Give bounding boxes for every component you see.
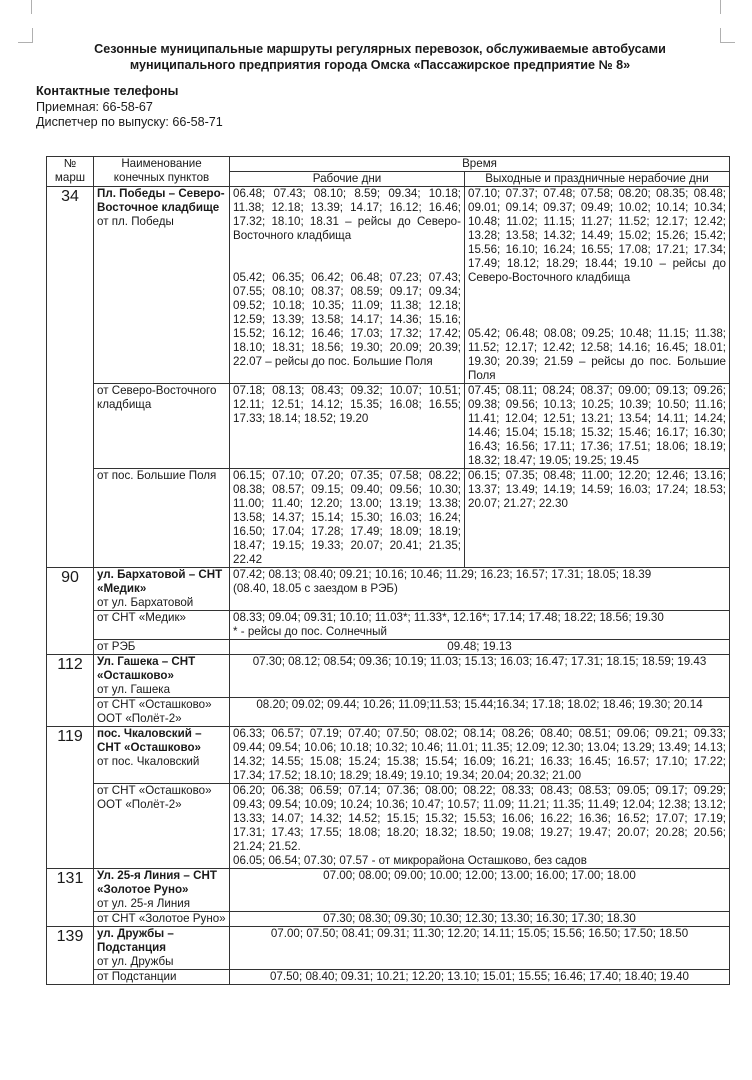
- workday-times-to-cemetery: 06.48; 07.43; 08.10; 8.59; 09.34; 10.18; 11.38; 12.18; 13.39; 14.17; 16.12; 16.46; 17.32; 18.10; 18.31 – рейсы до Северо-Восточного кладбища: [233, 187, 461, 242]
- table-row: [47, 784, 730, 869]
- times-note: 06.05; 06.54; 07.30; 07.57 - от микрорайона Осташково, без садов: [233, 854, 587, 867]
- all-days-times: [230, 611, 730, 640]
- header-workdays: Рабочие дни: [230, 172, 465, 187]
- route-endpoints: ул. Дружбы – Подстанция: [97, 927, 174, 954]
- crop-mark-top-right: [720, 28, 735, 43]
- route-number: 112: [47, 655, 94, 727]
- table-row: [47, 698, 730, 727]
- route-from: от СНТ «Золотое Руно»: [94, 912, 230, 927]
- document-title: [60, 41, 700, 73]
- header-name-line2: конечных пунктов: [113, 171, 210, 184]
- weekend-times-to-cemetery: 07.10; 07.37; 07.48; 07.58; 08.20; 08.35; 08.48; 09.01; 09.14; 09.37; 09.49; 10.02; 10.14; 10.34; 10.48; 11.02; 11.15; 11.27; 11.52; 12.17; 12.42; 13.28; 13.58; 14.32; 14.49; 15.02; 15.26; 15.42; 15.56; 16.10; 16.24; 16.55; 17.08; 17.21; 17.34; 17.49; 18.12; 18.29; 18.44; 19.10 – рейсы до Северо-Восточного кладбища: [468, 187, 727, 284]
- weekend-times: 07.45; 08.11; 08.24; 08.37; 09.00; 09.13; 09.26; 09.38; 09.56; 10.13; 10.25; 10.39; 10.50; 11.16; 11.41; 12.04; 12.51; 13.21; 13.54; 14.11; 14.24; 14.46; 15.04; 15.18; 15.32; 15.46; 16.17; 16.30; 16.43; 16.56; 17.11; 17.36; 17.51; 18.06; 18.19; 18.32; 18.47; 19.05; 19.25; 19.45: [465, 384, 730, 469]
- route-from: от РЭБ: [94, 640, 230, 655]
- route-number: 119: [47, 727, 94, 869]
- route-from: от ул. 25-я Линия: [97, 897, 190, 910]
- all-days-times: 09.48; 19.13: [230, 640, 730, 655]
- workday-times: [230, 187, 465, 384]
- times-note: (08.40, 18.05 с заездом в РЭБ): [233, 582, 398, 595]
- route-number: 131: [47, 869, 94, 927]
- table-row: [47, 655, 730, 698]
- route-stop-cell: [94, 187, 230, 384]
- all-days-times: 07.00; 07.50; 08.41; 09.31; 11.30; 12.20; 14.11; 15.05; 15.56; 16.50; 17.50; 18.50: [230, 927, 730, 970]
- route-number: 139: [47, 927, 94, 985]
- crop-mark-line-left: [31, 0, 32, 14]
- all-days-times: 07.50; 08.40; 09.31; 10.21; 12.20; 13.10; 15.01; 15.55; 16.46; 17.40; 18.40; 19.40: [230, 970, 730, 985]
- route-stop-cell: [94, 869, 230, 912]
- route-from: от ул. Гашека: [97, 683, 171, 696]
- table-row: [47, 640, 730, 655]
- route-from: от СНТ «Медик»: [94, 611, 230, 640]
- weekend-times-to-bolshie-polya: 05.42; 06.48; 08.08; 09.25; 10.48; 11.15; 11.38; 11.52; 12.17; 12.42; 12.58; 14.16; 16.45; 18.01; 19.30; 20.39; 21.59 – рейсы до пос. Большие Поля: [468, 327, 727, 382]
- table-row: [47, 469, 730, 568]
- reception-phone: Приемная: 66-58-67: [36, 99, 153, 114]
- table-row: [47, 927, 730, 970]
- route-stop-cell: [94, 655, 230, 698]
- route-stop-cell: [94, 568, 230, 611]
- contacts-heading: Контактные телефоны: [36, 84, 179, 98]
- table-row: [47, 970, 730, 985]
- all-days-times: 07.30; 08.12; 08.54; 09.36; 10.19; 11.03; 15.13; 16.03; 16.47; 17.31; 18.15; 18.59; 19.43: [230, 655, 730, 698]
- contacts-block: [36, 84, 223, 131]
- header-weekends: Выходные и праздничные нерабочие дни: [465, 172, 730, 187]
- table-row: [47, 727, 730, 784]
- route-from: от пос. Большие Поля: [94, 469, 230, 568]
- spacer: [468, 285, 726, 327]
- times: 07.42; 08.13; 08.40; 09.21; 10.16; 10.46; 11.29; 16.23; 16.57; 17.31; 18.05; 18.39: [233, 568, 652, 581]
- table-row: [47, 568, 730, 611]
- route-from: от СНТ «Осташково» ООТ «Полёт-2»: [94, 784, 230, 869]
- header-time: Время: [230, 157, 730, 172]
- spacer: [233, 243, 461, 271]
- workday-times-to-bolshie-polya: 05.42; 06.35; 06.42; 06.48; 07.23; 07.43; 07.55; 08.10; 08.37; 08.59; 09.17; 09.34; 09.52; 10.18; 10.35; 11.09; 11.38; 12.18; 12.59; 13.39; 13.58; 14.17; 14.36; 15.16; 15.52; 16.12; 16.46; 17.03; 17.32; 17.42; 18.10; 18.31; 18.56; 19.30; 20.09; 20.39; 22.07 – рейсы до пос. Большие Поля: [233, 271, 461, 368]
- schedule-table: [46, 156, 730, 985]
- times: 08.33; 09.04; 09.31; 10.10; 11.03*; 11.33*, 12.16*; 17.14; 17.48; 18.22; 18.56; 19.30: [233, 611, 664, 624]
- route-endpoints: пос. Чкаловский – СНТ «Осташково»: [97, 727, 202, 754]
- weekend-times: 06.15; 07.35; 08.48; 11.00; 12.20; 12.46; 13.16; 13.37; 13.49; 14.19; 14.59; 16.03; 17.24; 18.53; 20.07; 21.27; 22.30: [465, 469, 730, 568]
- route-from: от ул. Бархатовой: [97, 596, 194, 609]
- all-days-times: 06.33; 06.57; 07.19; 07.40; 07.50; 08.02; 08.14; 08.26; 08.40; 08.51; 09.06; 09.21; 09.33; 09.44; 09.54; 10.06; 10.18; 10.32; 10.46; 11.01; 11.35; 12.09; 12.30; 13.04; 13.29; 13.49; 14.13; 14.32; 14.55; 15.08; 15.24; 15.38; 15.54; 16.09; 16.21; 16.33; 16.45; 16.57; 17.10; 17.22; 17.34; 17.52; 18.10; 18.29; 18.49; 19.10; 19.34; 20.04; 20.32; 21.00: [230, 727, 730, 784]
- times-note: * - рейсы до пос. Солнечный: [233, 625, 387, 638]
- workday-times: 06.15; 07.10; 07.20; 07.35; 07.58; 08.22; 08.38; 08.57; 09.15; 09.40; 09.56; 10.30; 11.00; 11.40; 12.20; 13.00; 13.19; 13.38; 13.58; 14.37; 15.14; 15.30; 16.03; 16.24; 16.50; 17.04; 17.28; 17.49; 18.09; 18.19; 18.47; 19.15; 19.33; 20.07; 20.41; 21.35; 22.42: [230, 469, 465, 568]
- route-from: от пл. Победы: [97, 215, 174, 228]
- route-stop-cell: [94, 727, 230, 784]
- route-from: от Северо-Восточного кладбища: [94, 384, 230, 469]
- route-endpoints: Пл. Победы – Северо-Восточное кладбище: [97, 187, 225, 214]
- route-from: от Подстанции: [94, 970, 230, 985]
- title-line-1: Сезонные муниципальные маршруты регулярных перевозок, обслуживаемые автобусами: [94, 42, 666, 56]
- crop-mark-top-left: [18, 28, 33, 43]
- route-endpoints: Ул. 25-я Линия – СНТ «Золотое Руно»: [97, 869, 217, 896]
- route-endpoints: ул. Бархатовой – СНТ «Медик»: [97, 568, 223, 595]
- all-days-times: [230, 568, 730, 611]
- all-days-times: 08.20; 09.02; 09.44; 10.26; 11.09;11.53; 15.44;16.34; 17.18; 18.02; 18.46; 19.30; 20.14: [230, 698, 730, 727]
- all-days-times: 07.30; 08.30; 09.30; 10.30; 12.30; 13.30; 16.30; 17.30; 18.30: [230, 912, 730, 927]
- crop-mark-line-right: [720, 0, 721, 14]
- header-endpoints: [94, 157, 230, 187]
- weekend-times: [465, 187, 730, 384]
- route-number: 90: [47, 568, 94, 655]
- times: 06.20; 06.38; 06.59; 07.14; 07.36; 08.00; 08.22; 08.33; 08.43; 08.53; 09.05; 09.17; 09.29; 09.43; 09.54; 10.09; 10.24; 10.36; 10.47; 10.57; 11.09; 11.21; 11.35; 11.49; 12.04; 12.38; 13.12; 13.33; 14.07; 14.32; 14.52; 15.15; 15.32; 15.53; 16.06; 16.22; 16.36; 16.52; 17.07; 17.19; 17.31; 17.43; 17.55; 18.08; 18.20; 18.32; 18.50; 19.08; 19.27; 19.47; 20.07; 20.28; 20.56; 21.24; 21.52.: [233, 784, 727, 853]
- header-route-number: [47, 157, 94, 187]
- table-row: [47, 384, 730, 469]
- dispatcher-phone: Диспетчер по выпуску: 66-58-71: [36, 115, 223, 129]
- table-row: [47, 912, 730, 927]
- route-from: от СНТ «Осташково» ООТ «Полёт-2»: [94, 698, 230, 727]
- route-from: от пос. Чкаловский: [97, 755, 200, 768]
- workday-times: 07.18; 08.13; 08.43; 09.32; 10.07; 10.51; 12.11; 12.51; 14.12; 15.35; 16.08; 16.55; 17.33; 18.14; 18.52; 19.20: [230, 384, 465, 469]
- all-days-times: 07.00; 08.00; 09.00; 10.00; 12.00; 13.00; 16.00; 17.00; 18.00: [230, 869, 730, 912]
- header-num-symbol: №: [63, 157, 77, 170]
- all-days-times: [230, 784, 730, 869]
- table-row: [47, 869, 730, 912]
- route-endpoints: Ул. Гашека – СНТ «Осташково»: [97, 655, 196, 682]
- header-num-label: марш: [54, 171, 86, 184]
- route-number: 34: [47, 187, 94, 568]
- route-stop-cell: [94, 927, 230, 970]
- title-line-2: муниципального предприятия города Омска «Пассажирское предприятие № 8»: [129, 58, 631, 72]
- table-row: [47, 187, 730, 384]
- table-header-row: [47, 157, 730, 172]
- header-name-line1: Наименование: [121, 157, 202, 170]
- route-from: от ул. Дружбы: [97, 955, 174, 968]
- table-row: [47, 611, 730, 640]
